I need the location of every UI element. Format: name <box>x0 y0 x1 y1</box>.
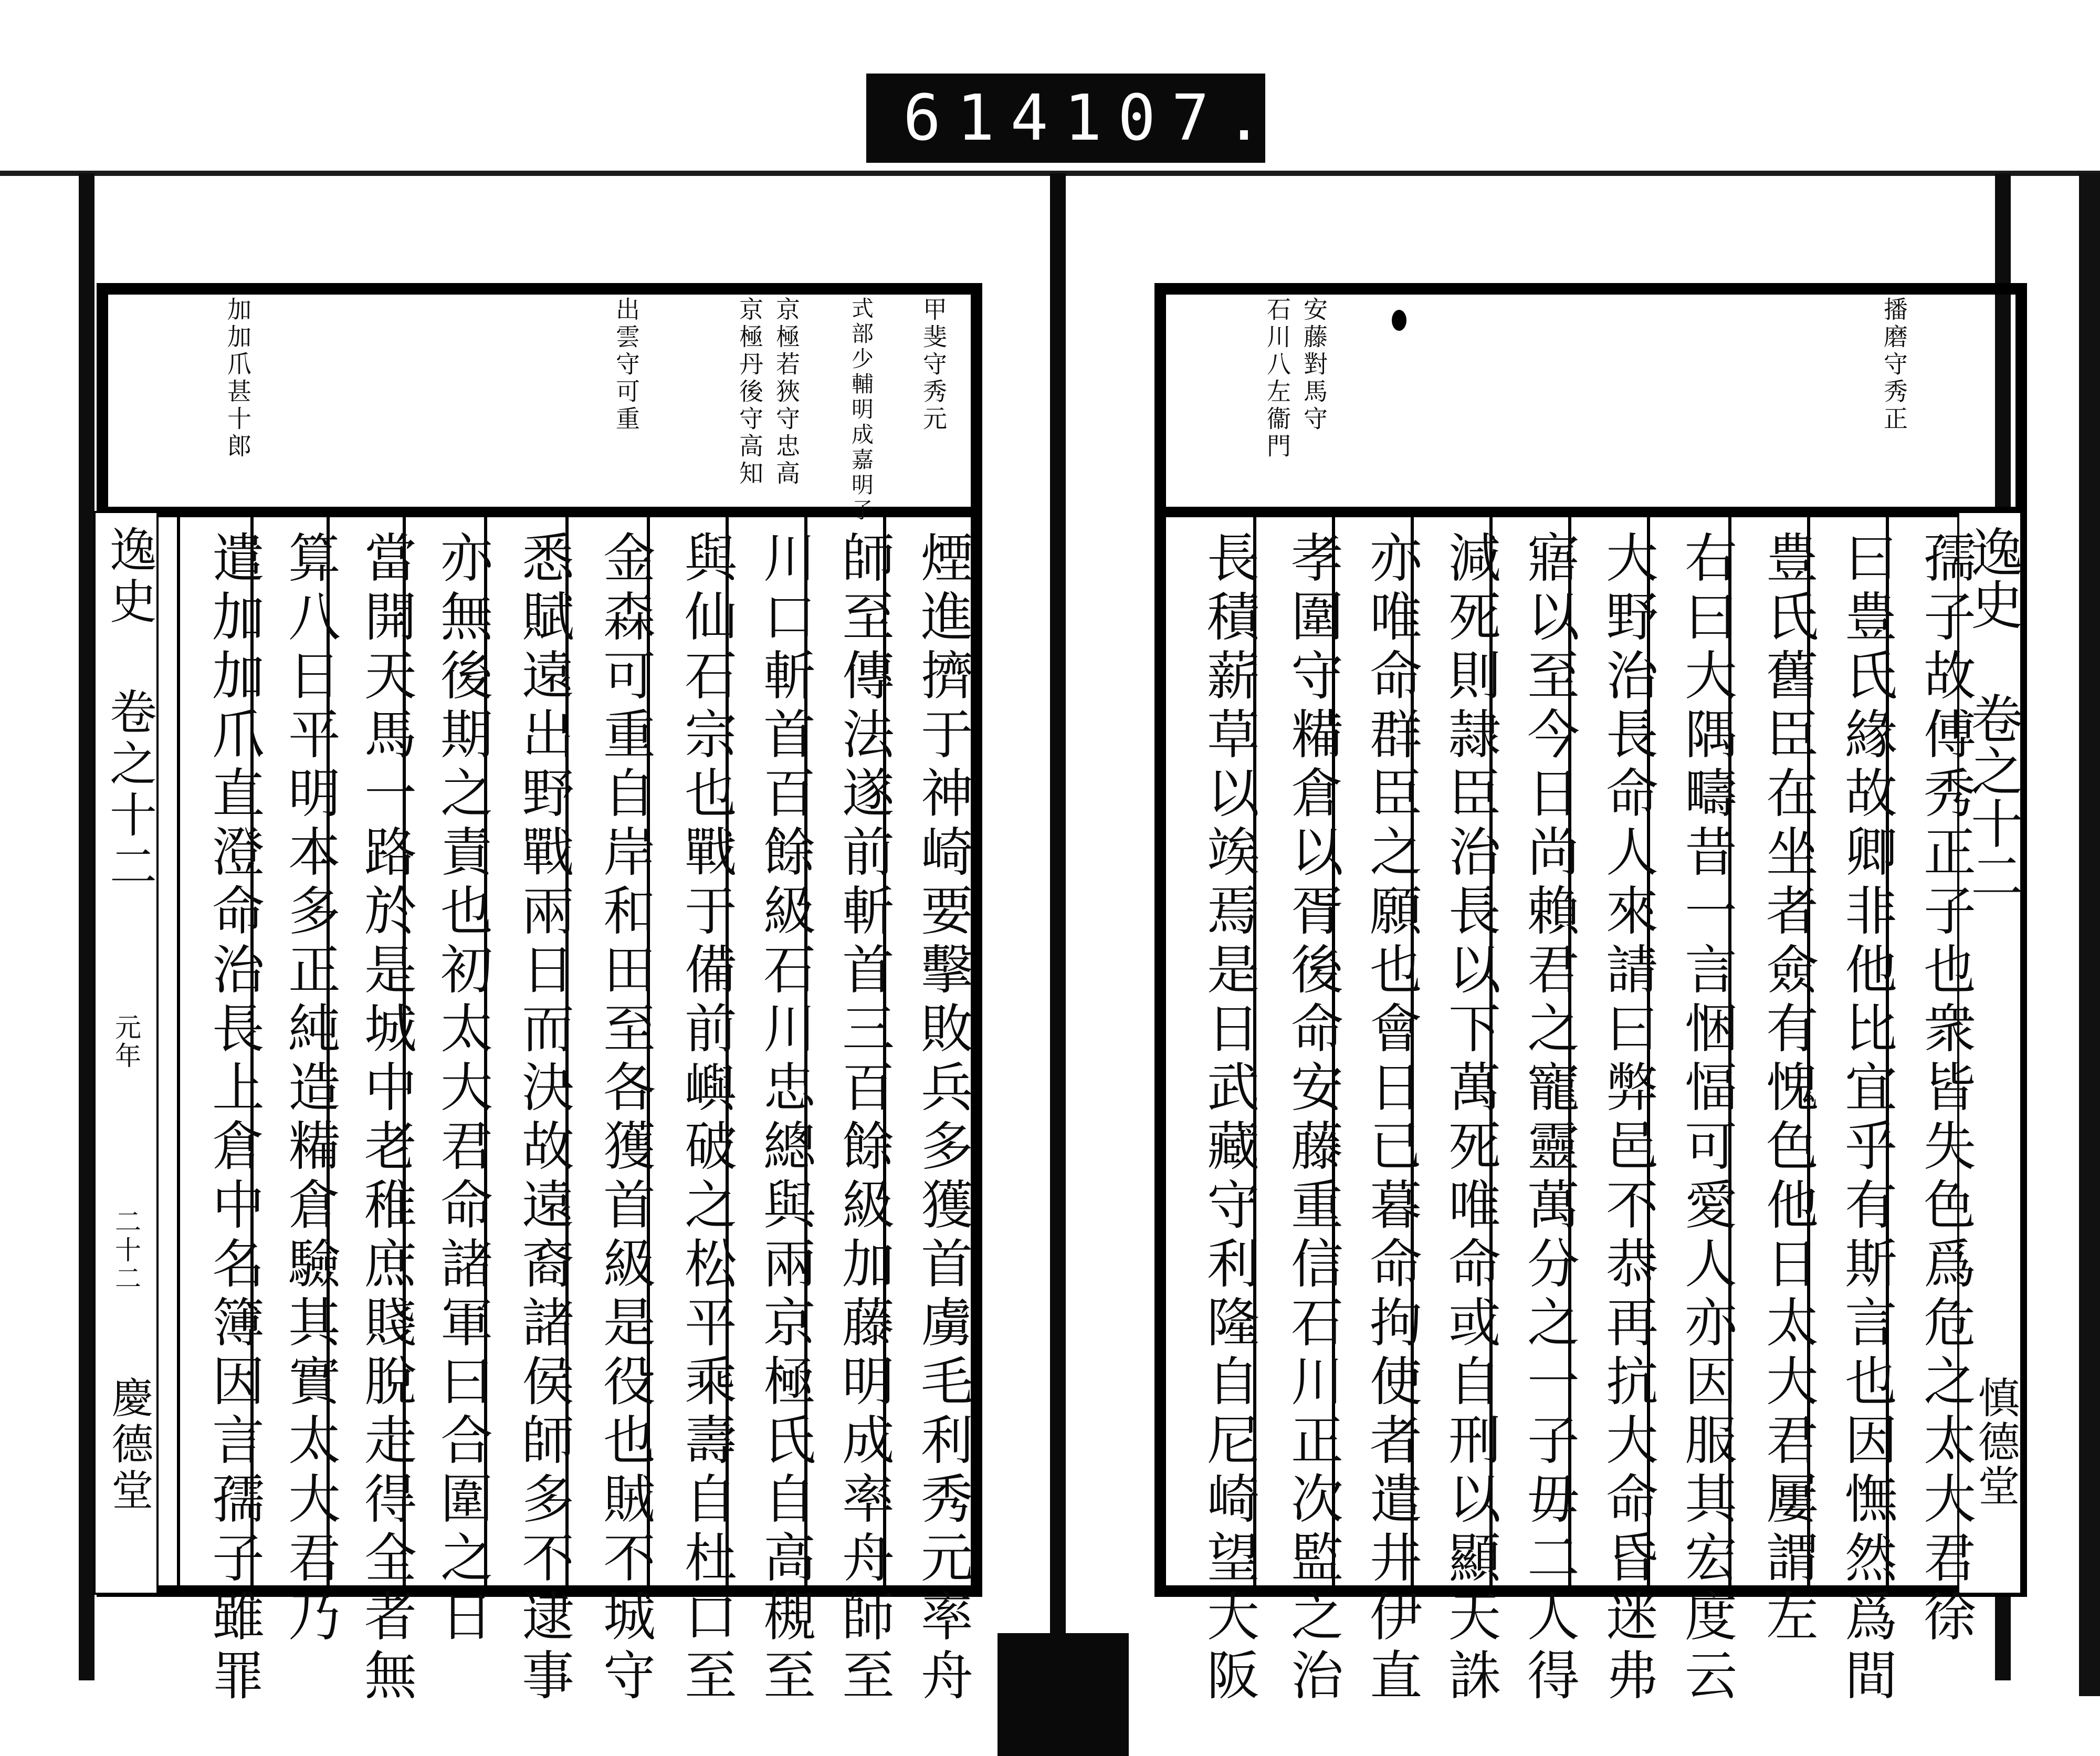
left-header-note-5: 出雲守可重 <box>612 297 640 433</box>
frame-number: 107. <box>1064 81 1279 155</box>
left-header-note-6: 加加爪甚十郎 <box>224 297 252 461</box>
left-header-note-1: 甲斐守秀元 <box>919 297 948 433</box>
left-text-column-7: 亦無後期之責也初太大君命諸軍曰合圍之日 <box>432 530 493 1648</box>
left-header-note-2: 式部少輔明成嘉明子 <box>848 297 874 524</box>
right-text-column-4: 右曰大隅疇昔一言悃愊可愛人亦因服其宏度云 <box>1676 530 1737 1707</box>
left-header-note-4: 京極丹後守高知 <box>736 297 764 488</box>
left-book-spine-edge <box>79 173 94 1680</box>
left-running-title: 逸史 卷之十二 <box>101 525 156 893</box>
bottom-binding-block <box>998 1633 1129 1756</box>
left-text-column-6: 悉賦遠出野戰兩日而決故遠裔諸侯師多不逮事 <box>513 530 574 1707</box>
ink-blot <box>1392 310 1406 331</box>
archive-frame-label <box>866 74 1279 163</box>
right-header-note-1: 播磨守秀正 <box>1880 297 1908 433</box>
left-text-column-8: 當開天馬一路於是城中老稚庶賤脫走得全者無 <box>355 530 417 1707</box>
right-text-column-7: 減死則隷臣治長以下萬死唯命或自刑以顯天誅 <box>1440 530 1501 1707</box>
left-header-note-3: 京極若狹守忠高 <box>772 297 801 488</box>
right-text-column-5: 大野治長命人來請曰弊邑不恭再抗大命昏迷弗 <box>1597 530 1658 1707</box>
reel-number: 614 <box>903 81 1064 155</box>
left-text-column-9: 算八日平明本多正純造糒倉驗其實太大君乃 <box>279 530 341 1648</box>
right-publisher-mark: 慎德堂 <box>1971 1376 2020 1508</box>
left-text-column-10: 遣加加爪直澄命治長上倉中名簿因言孺子雖罪 <box>203 530 265 1707</box>
right-text-column-9: 孝圍守糒倉以胥後命安藤重信石川正次監之治 <box>1282 530 1343 1707</box>
left-text-column-5: 金森可重自岸和田至各獲首級是役也賊不城守 <box>594 530 656 1707</box>
right-text-column-3: 豊氏舊臣在坐者僉有愧色他日太大君屢謂左 <box>1757 530 1819 1648</box>
right-text-column-2: 曰豊氏緣故卿非他比宜乎有斯言也因憮然爲間 <box>1836 530 1897 1707</box>
center-gutter <box>1050 173 1066 1756</box>
left-publisher-mark: 慶德堂 <box>104 1376 153 1514</box>
right-text-column-10: 長積薪草以竢焉是日武藏守利隆自尼崎望大阪 <box>1198 530 1259 1707</box>
right-header-note-2: 安藤對馬守 <box>1300 297 1328 433</box>
right-text-column-6: 寤以至今日尚賴君之寵靈萬分之一子毋二人得 <box>1518 530 1580 1707</box>
right-text-column-8: 亦唯命群臣之願也會日已暮命拘使者遣井伊直 <box>1361 530 1422 1707</box>
right-running-title: 逸史 卷之十二 <box>1962 525 2023 902</box>
left-text-column-1: 煙進擠于神崎要擊敗兵多獲首虜毛利秀元率舟 <box>912 530 973 1707</box>
right-outer-edge <box>2079 173 2100 1696</box>
right-header-note-3: 石川八左衞門 <box>1263 297 1292 461</box>
left-margin-note-page: 二十二 <box>111 1208 141 1293</box>
left-text-column-3: 川口斬首百餘級石川忠總與兩京極氏自高槻至 <box>754 530 816 1707</box>
left-text-column-4: 與仙石宗也戰于備前嶼破之松平乘壽自杜口至 <box>676 530 737 1707</box>
left-text-column-2: 師至傳法遂前斬首三百餘級加藤明成率舟師至 <box>833 530 895 1707</box>
left-margin-note-year: 元年 <box>111 1013 141 1070</box>
right-text-column-1: 孺子故傅秀正子也衆皆失色爲危之太大君徐 <box>1915 530 1976 1648</box>
